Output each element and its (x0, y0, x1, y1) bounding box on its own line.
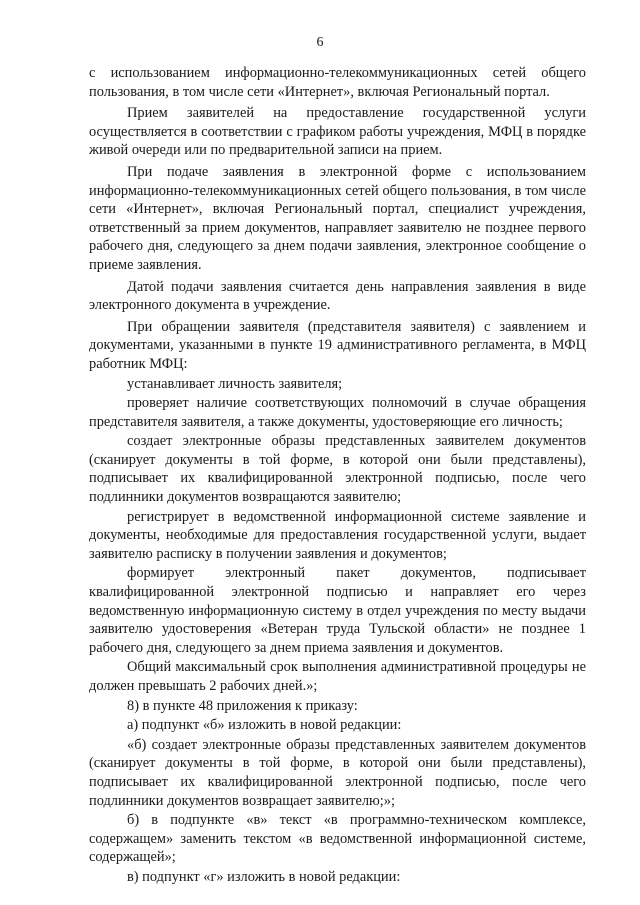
document-body (89, 64, 586, 888)
paragraph: в) подпункт «г» изложить в новой редакции: (127, 868, 401, 885)
paragraph: устанавливает личность заявителя; (127, 375, 343, 392)
paragraph: При подаче заявления в электронной форме с использованием информационно-телекоммуникационных сетей общего пользования, в том числе сети «Интернет», включая Региональный портал, специалист учреждения, ответственный за прием документов, направляет заявителю не позднее первого рабочего дня, следующего за днем подачи заявления, электронное сообщение о приеме заявления. (89, 163, 586, 273)
paragraph: проверяет наличие соответствующих полномочий в случае обращения представителя заявителя, а также документы, удостоверяющие его личность; (89, 395, 586, 430)
paragraph: 8) в пункте 48 приложения к приказу: (127, 697, 358, 714)
paragraph: создает электронные образы представленных заявителем документов (сканирует документы в той форме, в которой они были представлены), подписывает их квалифицированной электронной подписью, после чего подлинники документов возвращаются заявителю; (89, 433, 586, 506)
paragraph: регистрирует в ведомственной информационной системе заявление и документы, необходимые для предоставления государственной услуги, выдает заявителю расписку в получении заявления и документов; (89, 508, 586, 562)
paragraph: а) подпункт «б» изложить в новой редакции: (127, 717, 402, 734)
paragraph: Датой подачи заявления считается день направления заявления в виде электронного документа в учреждение. (89, 278, 586, 314)
paragraph: При обращении заявителя (представителя заявителя) с заявлением и документами, указанными в пункте 19 административного регламента, в МФЦ работник МФЦ: (89, 318, 586, 372)
paragraph: с использованием информационно-телекоммуникационных сетей общего пользования, в том числе сети «Интернет», включая Региональный портал. (89, 65, 586, 100)
paragraph: Прием заявителей на предоставление государственной услуги осуществляется в соответствии с графиком работы учреждения, МФЦ в порядке живой очереди или по предварительной записи на прием. (89, 105, 586, 159)
paragraph: формирует электронный пакет документов, подписывает квалифицированной электронной подписью и направляет его через ведомственную информационную систему в отдел учреждения по месту выдачи заявителю удостоверения «Ветеран труда Тульской области» не позднее 1 рабочего дня, следующего за днем приема заявления и документов. (89, 565, 586, 656)
paragraph: «б) создает электронные образы представленных заявителем документов (сканирует документы в той форме, в которой они были представлены), подписывает их квалифицированной электронной подписью, после чего подлинники документов возвращает заявителю;»; (89, 736, 586, 809)
paragraph: б) в подпункте «в» текст «в программно-техническом комплексе, содержащем» заменить текстом «в ведомственной информационной системе, содержащей»; (89, 812, 586, 866)
paragraph: Общий максимальный срок выполнения административной процедуры не должен превышать 2 рабочих дней.»; (89, 659, 586, 694)
page-number: 6 (316, 35, 324, 50)
